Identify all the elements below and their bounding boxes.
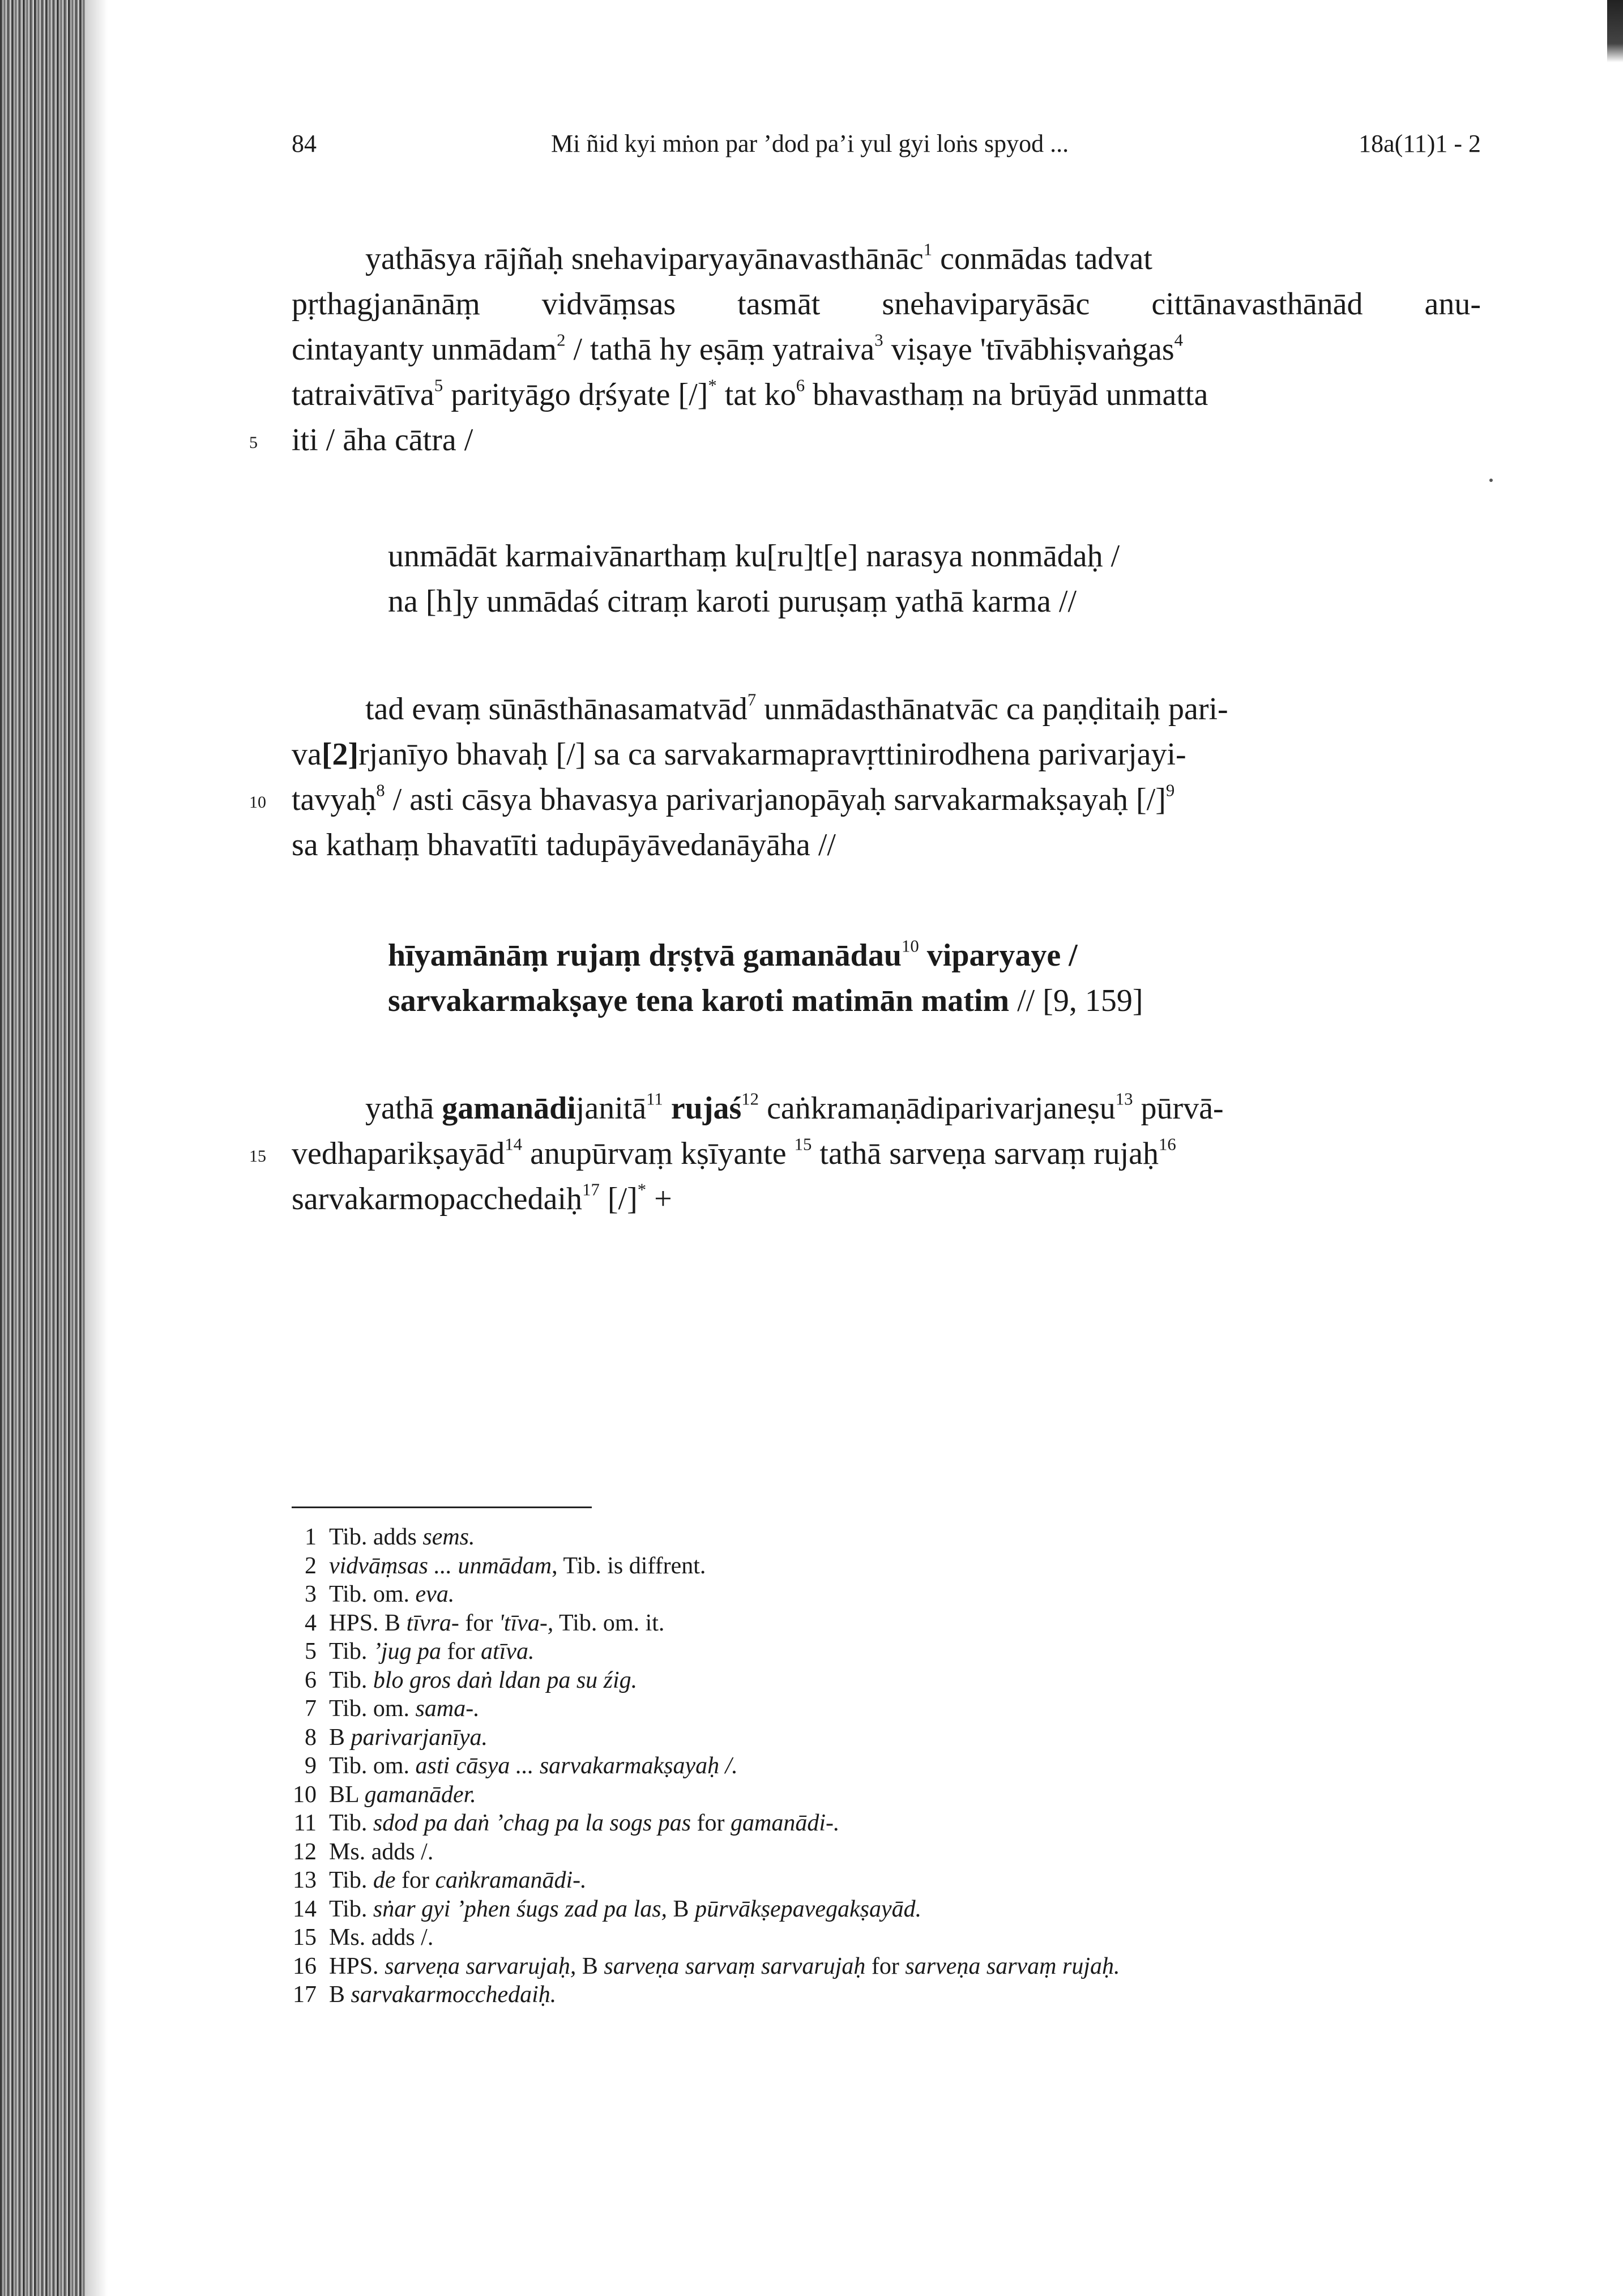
footnote-ref-4[interactable]: 4 bbox=[1174, 330, 1184, 350]
footnote-text: Tib. om. bbox=[329, 1581, 416, 1607]
footnote-ref-3[interactable]: 3 bbox=[874, 330, 883, 350]
footnote-text: pūrvākṣepavegakṣayād. bbox=[695, 1896, 922, 1922]
footnote-text: for bbox=[459, 1610, 499, 1636]
footnote-text: Tib. bbox=[329, 1810, 373, 1836]
footnote-text: gamanāder. bbox=[364, 1781, 476, 1808]
footnote-text: blo gros daṅ ldan pa su źig. bbox=[373, 1667, 638, 1693]
footnote-ref-6[interactable]: 6 bbox=[796, 375, 805, 395]
footnote-text: HPS. B bbox=[329, 1610, 407, 1636]
footnote-number: 6 bbox=[305, 1667, 317, 1693]
para3-line-1: yathā gamanādijanitā$^{11}$ rujaś$^{12}$ caṅkramaṇādiparivarjaneṣu$^{13}$ pūrvā- bbox=[365, 1089, 1224, 1126]
footnote-number: 15 bbox=[293, 1924, 317, 1951]
footnote-2 bbox=[292, 1552, 706, 1581]
verse-reference: // [9, 159] bbox=[1009, 983, 1143, 1018]
footnote-12 bbox=[292, 1838, 433, 1867]
footnote-ref-15[interactable]: 15 bbox=[794, 1134, 812, 1154]
footnote-text: sarveṇa sarvaṃ sarvarujaḥ bbox=[604, 1953, 866, 1979]
verse1-line-2: na [h]y unmādaś citraṃ karoti puruṣaṃ yathā karma // bbox=[388, 584, 1077, 619]
footnote-10 bbox=[292, 1781, 476, 1810]
footnote-number: 12 bbox=[293, 1838, 317, 1865]
footnote-16 bbox=[292, 1953, 1120, 1981]
footnote-text: 'tīva-, bbox=[498, 1610, 554, 1636]
para2-line-1: tad evaṃ sūnāsthānasamatvād$^7$ unmādasthānatvāc ca paṇḍitaiḥ pari- bbox=[365, 690, 1228, 727]
para3-line-3: sarvakarmopacchedaiḥ$^{17}$ [/]* + bbox=[292, 1180, 672, 1217]
running-header bbox=[292, 129, 1481, 163]
verse1-line-1: unmādāt karmaivānarthaṃ ku[ru]t[e] narasya nonmādaḥ / bbox=[388, 539, 1120, 574]
footnote-text: asti cāsya ... sarvakarmakṣayaḥ /. bbox=[415, 1753, 738, 1779]
editorial-asterisk: * bbox=[708, 375, 717, 395]
footnote-4 bbox=[292, 1610, 664, 1638]
para1-line-4: tatraivātīva$^5$ parityāgo dṛśyate [/]* tat $ko^6$ bhavasthaṃ na brūyād unmatta bbox=[292, 375, 1208, 412]
book-binding-edge bbox=[0, 0, 85, 2296]
footnote-ref-14[interactable]: 14 bbox=[505, 1134, 523, 1154]
footnote-text: Tib. om. bbox=[329, 1696, 416, 1722]
footnote-number: 7 bbox=[305, 1696, 317, 1722]
footnote-text: sarveṇa sarvaṃ rujaḥ. bbox=[905, 1953, 1120, 1979]
footnote-ref-16[interactable]: 16 bbox=[1159, 1134, 1176, 1154]
footnote-text: Tib. adds bbox=[329, 1524, 423, 1550]
speck-mark bbox=[1489, 479, 1493, 482]
footnote-text: B bbox=[329, 1982, 351, 2008]
footnote-8 bbox=[292, 1724, 488, 1752]
footnote-ref-7[interactable]: 7 bbox=[747, 690, 757, 710]
para1-line-3: cintayanty unmādam$^2$ / tathā hy eṣāṃ yatraiva$^3$ viṣaye 'tīvābhiṣvaṅgas$^4$ bbox=[292, 330, 1184, 367]
line-number-5: 5 bbox=[249, 433, 258, 452]
para3-line-2: 15 vedhaparikṣayād$^{14}$ anupūrvaṃ kṣīyante $^{15}$ tathā sarveṇa sarvaṃ rujaḥ$^{16}$ bbox=[249, 1134, 1176, 1171]
footnote-text: Ms. adds /. bbox=[329, 1838, 434, 1865]
footnote-11 bbox=[292, 1810, 840, 1838]
footnote-ref-8[interactable]: 8 bbox=[376, 780, 385, 800]
footnote-ref-1[interactable]: 1 bbox=[923, 240, 933, 259]
footnote-number: 16 bbox=[293, 1953, 317, 1979]
footnote-5 bbox=[292, 1638, 534, 1666]
footnote-number: 17 bbox=[293, 1982, 317, 2008]
footnote-text: Tib. om. bbox=[329, 1753, 416, 1779]
para1-line-1: yathāsya rājñaḥ snehaviparyayānavasthānāc$^1$ conmādas tadvat bbox=[365, 240, 1152, 276]
footnote-number: 10 bbox=[293, 1781, 317, 1808]
footnote-text: for bbox=[395, 1867, 435, 1893]
footnote-ref-5[interactable]: 5 bbox=[434, 375, 443, 395]
footnote-text: for bbox=[865, 1953, 906, 1979]
footnote-text: ’jug pa bbox=[373, 1638, 442, 1665]
footnote-text: sṅar gyi ’phen śugs zad pa las, bbox=[373, 1896, 668, 1922]
footnote-text: sarvakarmocchedaiḥ. bbox=[351, 1982, 557, 2008]
footnote-ref-10[interactable]: 10 bbox=[901, 936, 919, 956]
footnote-number: 9 bbox=[305, 1753, 317, 1779]
footnote-15 bbox=[292, 1924, 433, 1952]
footnote-text: atīva. bbox=[481, 1638, 535, 1665]
footnote-number: 4 bbox=[305, 1610, 317, 1636]
footnote-ref-11[interactable]: 11 bbox=[646, 1089, 663, 1109]
footnote-1 bbox=[292, 1523, 475, 1552]
footnote-text: B bbox=[667, 1896, 695, 1922]
footnote-text: de bbox=[373, 1867, 396, 1893]
page-corner-mark bbox=[1607, 0, 1623, 62]
footnote-text: HPS. bbox=[329, 1953, 385, 1979]
folio-marker: [2] bbox=[321, 737, 359, 772]
footnote-text: gamanādi-. bbox=[731, 1810, 840, 1836]
para2-line-4: sa kathaṃ bhavatīti tadupāyāvedanāyāha // bbox=[292, 827, 836, 863]
footnote-6 bbox=[292, 1667, 637, 1695]
footnote-17 bbox=[292, 1981, 556, 2009]
footnote-text: for bbox=[441, 1638, 481, 1665]
footnote-ref-9[interactable]: 9 bbox=[1165, 780, 1175, 800]
footnote-text: BL bbox=[329, 1781, 365, 1808]
para2-line-2: va[2]rjanīyo bhavaḥ [/] sa ca sarvakarmapravṛttinirodhena parivarjayi- bbox=[292, 737, 1186, 772]
footnote-ref-2[interactable]: 2 bbox=[557, 330, 566, 350]
footnote-text: caṅkramanādi-. bbox=[435, 1867, 587, 1893]
folio-reference: 18a(11)1 - 2 bbox=[1359, 130, 1481, 157]
footnote-text: sama-. bbox=[415, 1696, 480, 1722]
footnote-text: sarveṇa sarvarujaḥ, bbox=[385, 1953, 576, 1979]
footnote-text: B bbox=[576, 1953, 604, 1979]
footnote-text: parivarjanīya. bbox=[351, 1724, 488, 1751]
footnote-text: eva. bbox=[415, 1581, 455, 1607]
footnote-text: Tib. bbox=[329, 1896, 373, 1922]
footnote-number: 8 bbox=[305, 1724, 317, 1751]
para1-line-5: 5 iti / āha cātra / bbox=[249, 423, 473, 458]
footnote-text: Tib. bbox=[329, 1638, 373, 1665]
footnote-text: , Tib. is diffrent. bbox=[552, 1552, 706, 1579]
page-number: 84 bbox=[292, 130, 317, 157]
footnote-number: 13 bbox=[293, 1867, 317, 1893]
footnote-number: 3 bbox=[305, 1581, 317, 1607]
running-title: Mi ñid kyi mṅon par ’dod pa’i yul gyi loṅs spyod ... bbox=[551, 130, 1069, 157]
para2-line-3: 10 tavyaḥ$^8$ / asti cāsya bhavasya parivarjanopāyaḥ sarvakarmakṣayaḥ $[/]^9$ bbox=[249, 780, 1175, 817]
footnote-text: Ms. adds /. bbox=[329, 1924, 434, 1951]
footnote-number: 1 bbox=[305, 1524, 317, 1550]
footnote-3 bbox=[292, 1581, 454, 1609]
footnote-text: for bbox=[691, 1810, 731, 1836]
footnote-text: sdod pa daṅ ’chag pa la sogs pas bbox=[373, 1810, 691, 1836]
footnote-text: B bbox=[329, 1724, 351, 1751]
para1-line-2: pṛthagjanānāṃ vidvāṃsas tasmāt snehaviparyāsāc cittānavasthānād anu- bbox=[292, 287, 1481, 322]
footnote-7 bbox=[292, 1695, 480, 1723]
footnote-9 bbox=[292, 1752, 738, 1781]
footnote-ref-12[interactable]: 12 bbox=[741, 1089, 759, 1109]
footnote-text: Tib. bbox=[329, 1667, 373, 1693]
footnote-text: Tib. bbox=[329, 1867, 373, 1893]
editorial-asterisk: * bbox=[637, 1180, 647, 1200]
binding-shadow bbox=[85, 0, 108, 2296]
footnote-number: 14 bbox=[293, 1896, 317, 1922]
footnote-text: Tib. om. it. bbox=[553, 1610, 665, 1636]
footnote-separator bbox=[292, 1507, 592, 1508]
footnote-number: 2 bbox=[305, 1552, 317, 1579]
footnote-ref-13[interactable]: 13 bbox=[1115, 1089, 1133, 1109]
verse2-line-1: hīyamānāṃ rujaṃ dṛṣṭvā gamanādau$^{10}$ viparyaye / bbox=[388, 936, 1078, 973]
footnote-text: vidvāṃsas ... unmādam bbox=[329, 1552, 552, 1579]
footnote-ref-17[interactable]: 17 bbox=[582, 1180, 600, 1200]
footnote-text: sems. bbox=[422, 1524, 475, 1550]
footnote-number: 11 bbox=[293, 1810, 317, 1836]
footnote-number: 5 bbox=[305, 1638, 317, 1665]
verse2-line-2: sarvakarmakṣaye tena karoti matimān matim // [9, 159] bbox=[388, 983, 1143, 1018]
line-number-10: 10 bbox=[249, 793, 266, 812]
footnote-13 bbox=[292, 1867, 587, 1895]
line-number-15: 15 bbox=[249, 1147, 266, 1166]
footnote-14 bbox=[292, 1896, 921, 1924]
footnote-text: tīvra- bbox=[406, 1610, 459, 1636]
